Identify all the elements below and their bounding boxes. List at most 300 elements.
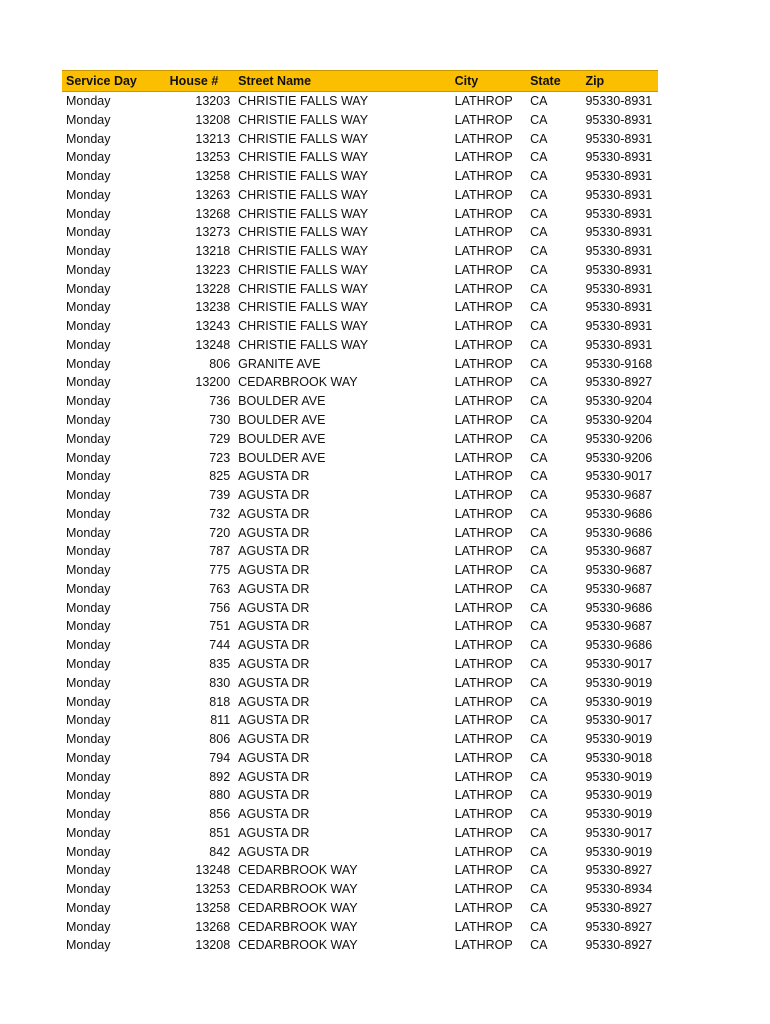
service-day-cell: Monday: [66, 394, 111, 409]
house-number-cell: 739: [209, 488, 231, 503]
city-cell: LATHROP: [454, 713, 513, 728]
house-number-cell: 13248: [195, 337, 231, 352]
table-row: [62, 336, 658, 355]
service-schedule-sheet: [62, 70, 658, 955]
city-cell: LATHROP: [454, 150, 513, 165]
table-row: [62, 186, 658, 205]
zip-cell: 95330-9686: [585, 600, 653, 615]
street-name-cell: CEDARBROOK WAY: [238, 375, 358, 390]
table-row: [62, 561, 658, 580]
table-row: [62, 92, 658, 111]
service-day-cell: Monday: [66, 169, 111, 184]
zip-cell: 95330-8927: [585, 863, 653, 878]
street-name-cell: CEDARBROOK WAY: [238, 863, 358, 878]
state-cell: CA: [530, 131, 548, 146]
city-cell: LATHROP: [454, 750, 513, 765]
service-day-cell: Monday: [66, 356, 111, 371]
service-day-cell: Monday: [66, 469, 111, 484]
city-cell: LATHROP: [454, 450, 513, 465]
table-row: [62, 467, 658, 486]
street-name-cell: CHRISTIE FALLS WAY: [238, 244, 369, 259]
service-day-cell: Monday: [66, 919, 111, 934]
street-name-cell: CHRISTIE FALLS WAY: [238, 206, 369, 221]
table-row: [62, 936, 658, 955]
table-row: [62, 711, 658, 730]
state-cell: CA: [530, 713, 548, 728]
table-body: [62, 92, 658, 956]
street-name-cell: AGUSTA DR: [238, 619, 310, 634]
service-day-cell: Monday: [66, 619, 111, 634]
street-name-cell: AGUSTA DR: [238, 769, 310, 784]
zip-cell: 95330-8934: [585, 882, 653, 897]
house-number-cell: 756: [209, 600, 231, 615]
table-row: [62, 130, 658, 149]
service-day-cell: Monday: [66, 675, 111, 690]
city-cell: LATHROP: [454, 807, 513, 822]
house-number-cell: 13203: [195, 94, 231, 108]
city-cell: LATHROP: [454, 581, 513, 596]
table-row: [62, 899, 658, 918]
service-day-cell: Monday: [66, 825, 111, 840]
street-name-cell: AGUSTA DR: [238, 656, 310, 671]
service-day-cell: Monday: [66, 337, 111, 352]
state-cell: CA: [530, 863, 548, 878]
state-cell: CA: [530, 807, 548, 822]
zip-cell: 95330-9687: [585, 544, 653, 559]
service-day-cell: Monday: [66, 225, 111, 240]
service-day-cell: Monday: [66, 638, 111, 653]
city-cell: LATHROP: [454, 319, 513, 334]
zip-cell: 95330-9687: [585, 619, 653, 634]
state-cell: CA: [530, 900, 548, 915]
state-cell: CA: [530, 600, 548, 615]
zip-cell: 95330-8931: [585, 319, 653, 334]
service-day-cell: Monday: [66, 94, 111, 108]
state-cell: CA: [530, 262, 548, 277]
house-number-cell: 775: [209, 563, 231, 578]
city-cell: LATHROP: [454, 394, 513, 409]
service-day-cell: Monday: [66, 769, 111, 784]
table-row: [62, 636, 658, 655]
house-number-cell: 13253: [195, 882, 231, 897]
service-day-cell: Monday: [66, 488, 111, 503]
city-cell: LATHROP: [454, 938, 513, 953]
service-day-cell: Monday: [66, 506, 111, 521]
house-number-cell: 13273: [195, 225, 231, 240]
city-cell: LATHROP: [454, 488, 513, 503]
state-cell: CA: [530, 187, 548, 202]
zip-cell: 95330-8927: [585, 919, 653, 934]
house-number-cell: 13258: [195, 169, 231, 184]
zip-cell: 95330-9686: [585, 638, 653, 653]
city-cell: LATHROP: [454, 656, 513, 671]
state-cell: CA: [530, 469, 548, 484]
service-day-cell: Monday: [66, 150, 111, 165]
table-row: [62, 861, 658, 880]
state-cell: CA: [530, 94, 548, 108]
state-cell: CA: [530, 675, 548, 690]
table-row: [62, 223, 658, 242]
service-day-cell: Monday: [66, 112, 111, 127]
table-row: [62, 599, 658, 618]
service-day-cell: Monday: [66, 844, 111, 859]
house-number-cell: 794: [209, 750, 231, 765]
street-name-cell: AGUSTA DR: [238, 750, 310, 765]
house-number-cell: 13213: [195, 131, 231, 146]
table-row: [62, 486, 658, 505]
state-cell: CA: [530, 919, 548, 934]
table-row: [62, 167, 658, 186]
service-day-cell: Monday: [66, 938, 111, 953]
state-cell: CA: [530, 506, 548, 521]
service-day-cell: Monday: [66, 206, 111, 221]
street-name-cell: AGUSTA DR: [238, 675, 310, 690]
table-row: [62, 542, 658, 561]
street-name-cell: BOULDER AVE: [238, 413, 326, 428]
city-cell: LATHROP: [454, 375, 513, 390]
street-name-cell: AGUSTA DR: [238, 732, 310, 747]
street-name-cell: CHRISTIE FALLS WAY: [238, 150, 369, 165]
zip-cell: 95330-9168: [585, 356, 653, 371]
city-cell: LATHROP: [454, 675, 513, 690]
state-cell: CA: [530, 938, 548, 953]
table-row: [62, 918, 658, 937]
zip-cell: 95330-9686: [585, 525, 653, 540]
table-row: [62, 674, 658, 693]
city-cell: LATHROP: [454, 863, 513, 878]
header-street-name: Street Name: [238, 71, 454, 92]
service-day-cell: Monday: [66, 713, 111, 728]
header-house-number: House #: [162, 71, 239, 92]
service-day-cell: Monday: [66, 244, 111, 259]
street-name-cell: AGUSTA DR: [238, 844, 310, 859]
street-name-cell: AGUSTA DR: [238, 788, 310, 803]
city-cell: LATHROP: [454, 563, 513, 578]
service-day-cell: Monday: [66, 450, 111, 465]
state-cell: CA: [530, 356, 548, 371]
street-name-cell: CHRISTIE FALLS WAY: [238, 94, 369, 108]
house-number-cell: 825: [209, 469, 231, 484]
service-day-cell: Monday: [66, 900, 111, 915]
zip-cell: 95330-8931: [585, 244, 653, 259]
street-name-cell: AGUSTA DR: [238, 563, 310, 578]
service-day-cell: Monday: [66, 431, 111, 446]
table-row: [62, 693, 658, 712]
street-name-cell: AGUSTA DR: [238, 506, 310, 521]
house-number-cell: 835: [209, 656, 231, 671]
city-cell: LATHROP: [454, 694, 513, 709]
house-number-cell: 720: [209, 525, 231, 540]
house-number-cell: 723: [209, 450, 231, 465]
table-row: [62, 786, 658, 805]
zip-cell: 95330-8931: [585, 169, 653, 184]
service-day-cell: Monday: [66, 581, 111, 596]
service-day-cell: Monday: [66, 807, 111, 822]
state-cell: CA: [530, 206, 548, 221]
zip-cell: 95330-8927: [585, 375, 653, 390]
zip-cell: 95330-9019: [585, 675, 653, 690]
state-cell: CA: [530, 882, 548, 897]
zip-cell: 95330-8931: [585, 281, 653, 296]
table-row: [62, 430, 658, 449]
zip-cell: 95330-9686: [585, 506, 653, 521]
street-name-cell: AGUSTA DR: [238, 525, 310, 540]
state-cell: CA: [530, 112, 548, 127]
table-row: [62, 111, 658, 130]
zip-cell: 95330-8931: [585, 131, 653, 146]
table-row: [62, 880, 658, 899]
state-cell: CA: [530, 450, 548, 465]
house-number-cell: 13223: [195, 262, 231, 277]
zip-cell: 95330-8931: [585, 262, 653, 277]
table-row: [62, 373, 658, 392]
street-name-cell: CEDARBROOK WAY: [238, 900, 358, 915]
city-cell: LATHROP: [454, 525, 513, 540]
city-cell: LATHROP: [454, 882, 513, 897]
house-number-cell: 729: [209, 431, 231, 446]
header-state: State: [530, 71, 585, 92]
street-name-cell: AGUSTA DR: [238, 469, 310, 484]
header-row: [62, 71, 658, 92]
table-row: [62, 411, 658, 430]
state-cell: CA: [530, 825, 548, 840]
house-number-cell: 856: [209, 807, 231, 822]
street-name-cell: CHRISTIE FALLS WAY: [238, 300, 369, 315]
table-row: [62, 655, 658, 674]
state-cell: CA: [530, 300, 548, 315]
city-cell: LATHROP: [454, 337, 513, 352]
house-number-cell: 13258: [195, 900, 231, 915]
city-cell: LATHROP: [454, 788, 513, 803]
state-cell: CA: [530, 544, 548, 559]
city-cell: LATHROP: [454, 769, 513, 784]
house-number-cell: 851: [209, 825, 231, 840]
table-row: [62, 280, 658, 299]
zip-cell: 95330-8931: [585, 187, 653, 202]
header-zip: Zip: [585, 71, 658, 92]
table-row: [62, 524, 658, 543]
street-name-cell: CHRISTIE FALLS WAY: [238, 131, 369, 146]
state-cell: CA: [530, 281, 548, 296]
city-cell: LATHROP: [454, 844, 513, 859]
street-name-cell: CHRISTIE FALLS WAY: [238, 262, 369, 277]
street-name-cell: CHRISTIE FALLS WAY: [238, 187, 369, 202]
table-row: [62, 148, 658, 167]
street-name-cell: AGUSTA DR: [238, 638, 310, 653]
street-name-cell: BOULDER AVE: [238, 450, 326, 465]
state-cell: CA: [530, 694, 548, 709]
table-row: [62, 505, 658, 524]
address-table: [62, 70, 658, 955]
zip-cell: 95330-9019: [585, 844, 653, 859]
table-row: [62, 843, 658, 862]
state-cell: CA: [530, 563, 548, 578]
city-cell: LATHROP: [454, 94, 513, 108]
service-day-cell: Monday: [66, 563, 111, 578]
state-cell: CA: [530, 337, 548, 352]
city-cell: LATHROP: [454, 131, 513, 146]
city-cell: LATHROP: [454, 300, 513, 315]
house-number-cell: 13243: [195, 319, 231, 334]
house-number-cell: 751: [209, 619, 231, 634]
zip-cell: 95330-9017: [585, 469, 653, 484]
zip-cell: 95330-8931: [585, 150, 653, 165]
street-name-cell: CHRISTIE FALLS WAY: [238, 169, 369, 184]
house-number-cell: 818: [209, 694, 231, 709]
zip-cell: 95330-9206: [585, 431, 653, 446]
house-number-cell: 13218: [195, 244, 231, 259]
table-row: [62, 580, 658, 599]
house-number-cell: 13238: [195, 300, 231, 315]
table-row: [62, 392, 658, 411]
state-cell: CA: [530, 769, 548, 784]
state-cell: CA: [530, 732, 548, 747]
house-number-cell: 892: [209, 769, 231, 784]
zip-cell: 95330-9204: [585, 413, 653, 428]
city-cell: LATHROP: [454, 469, 513, 484]
house-number-cell: 842: [209, 844, 231, 859]
city-cell: LATHROP: [454, 900, 513, 915]
state-cell: CA: [530, 488, 548, 503]
street-name-cell: CHRISTIE FALLS WAY: [238, 112, 369, 127]
state-cell: CA: [530, 375, 548, 390]
table-row: [62, 205, 658, 224]
table-row: [62, 617, 658, 636]
house-number-cell: 763: [209, 581, 231, 596]
city-cell: LATHROP: [454, 506, 513, 521]
house-number-cell: 732: [209, 506, 231, 521]
zip-cell: 95330-8931: [585, 225, 653, 240]
city-cell: LATHROP: [454, 825, 513, 840]
service-day-cell: Monday: [66, 262, 111, 277]
table-row: [62, 749, 658, 768]
city-cell: LATHROP: [454, 544, 513, 559]
street-name-cell: CEDARBROOK WAY: [238, 882, 358, 897]
table-row: [62, 355, 658, 374]
state-cell: CA: [530, 169, 548, 184]
zip-cell: 95330-9019: [585, 694, 653, 709]
zip-cell: 95330-9019: [585, 807, 653, 822]
house-number-cell: 13268: [195, 919, 231, 934]
city-cell: LATHROP: [454, 244, 513, 259]
service-day-cell: Monday: [66, 732, 111, 747]
house-number-cell: 13228: [195, 281, 231, 296]
street-name-cell: BOULDER AVE: [238, 394, 326, 409]
state-cell: CA: [530, 581, 548, 596]
service-day-cell: Monday: [66, 319, 111, 334]
house-number-cell: 13263: [195, 187, 231, 202]
city-cell: LATHROP: [454, 169, 513, 184]
house-number-cell: 13253: [195, 150, 231, 165]
state-cell: CA: [530, 431, 548, 446]
table-row: [62, 730, 658, 749]
zip-cell: 95330-9019: [585, 769, 653, 784]
state-cell: CA: [530, 638, 548, 653]
service-day-cell: Monday: [66, 413, 111, 428]
state-cell: CA: [530, 244, 548, 259]
zip-cell: 95330-8931: [585, 94, 653, 108]
table-row: [62, 261, 658, 280]
house-number-cell: 744: [209, 638, 231, 653]
street-name-cell: CHRISTIE FALLS WAY: [238, 281, 369, 296]
state-cell: CA: [530, 619, 548, 634]
service-day-cell: Monday: [66, 131, 111, 146]
street-name-cell: AGUSTA DR: [238, 600, 310, 615]
table-row: [62, 317, 658, 336]
table-header: [62, 71, 658, 92]
city-cell: LATHROP: [454, 187, 513, 202]
house-number-cell: 880: [209, 788, 231, 803]
table-row: [62, 298, 658, 317]
city-cell: LATHROP: [454, 225, 513, 240]
house-number-cell: 13200: [195, 375, 231, 390]
house-number-cell: 811: [210, 713, 231, 728]
city-cell: LATHROP: [454, 638, 513, 653]
state-cell: CA: [530, 750, 548, 765]
house-number-cell: 730: [209, 413, 231, 428]
service-day-cell: Monday: [66, 375, 111, 390]
service-day-cell: Monday: [66, 544, 111, 559]
street-name-cell: CHRISTIE FALLS WAY: [238, 225, 369, 240]
service-day-cell: Monday: [66, 600, 111, 615]
street-name-cell: CHRISTIE FALLS WAY: [238, 337, 369, 352]
header-city: City: [455, 71, 531, 92]
state-cell: CA: [530, 656, 548, 671]
header-service-day: Service Day: [62, 71, 162, 92]
state-cell: CA: [530, 788, 548, 803]
city-cell: LATHROP: [454, 600, 513, 615]
zip-cell: 95330-8931: [585, 112, 653, 127]
zip-cell: 95330-9018: [585, 750, 653, 765]
house-number-cell: 806: [209, 732, 231, 747]
street-name-cell: BOULDER AVE: [238, 431, 326, 446]
street-name-cell: AGUSTA DR: [238, 488, 310, 503]
state-cell: CA: [530, 225, 548, 240]
zip-cell: 95330-9019: [585, 788, 653, 803]
house-number-cell: 787: [209, 544, 231, 559]
house-number-cell: 13208: [195, 112, 231, 127]
street-name-cell: CEDARBROOK WAY: [238, 919, 358, 934]
service-day-cell: Monday: [66, 882, 111, 897]
zip-cell: 95330-9687: [585, 581, 653, 596]
zip-cell: 95330-8931: [585, 206, 653, 221]
zip-cell: 95330-8931: [585, 337, 653, 352]
street-name-cell: AGUSTA DR: [238, 825, 310, 840]
city-cell: LATHROP: [454, 281, 513, 296]
city-cell: LATHROP: [454, 112, 513, 127]
state-cell: CA: [530, 525, 548, 540]
city-cell: LATHROP: [454, 431, 513, 446]
table-row: [62, 805, 658, 824]
zip-cell: 95330-9017: [585, 713, 653, 728]
city-cell: LATHROP: [454, 919, 513, 934]
city-cell: LATHROP: [454, 619, 513, 634]
service-day-cell: Monday: [66, 281, 111, 296]
zip-cell: 95330-9204: [585, 394, 653, 409]
state-cell: CA: [530, 319, 548, 334]
zip-cell: 95330-9687: [585, 488, 653, 503]
table-row: [62, 824, 658, 843]
city-cell: LATHROP: [454, 413, 513, 428]
zip-cell: 95330-8931: [585, 300, 653, 315]
service-day-cell: Monday: [66, 656, 111, 671]
house-number-cell: 830: [209, 675, 231, 690]
service-day-cell: Monday: [66, 863, 111, 878]
service-day-cell: Monday: [66, 694, 111, 709]
city-cell: LATHROP: [454, 356, 513, 371]
service-day-cell: Monday: [66, 788, 111, 803]
street-name-cell: GRANITE AVE: [238, 356, 321, 371]
